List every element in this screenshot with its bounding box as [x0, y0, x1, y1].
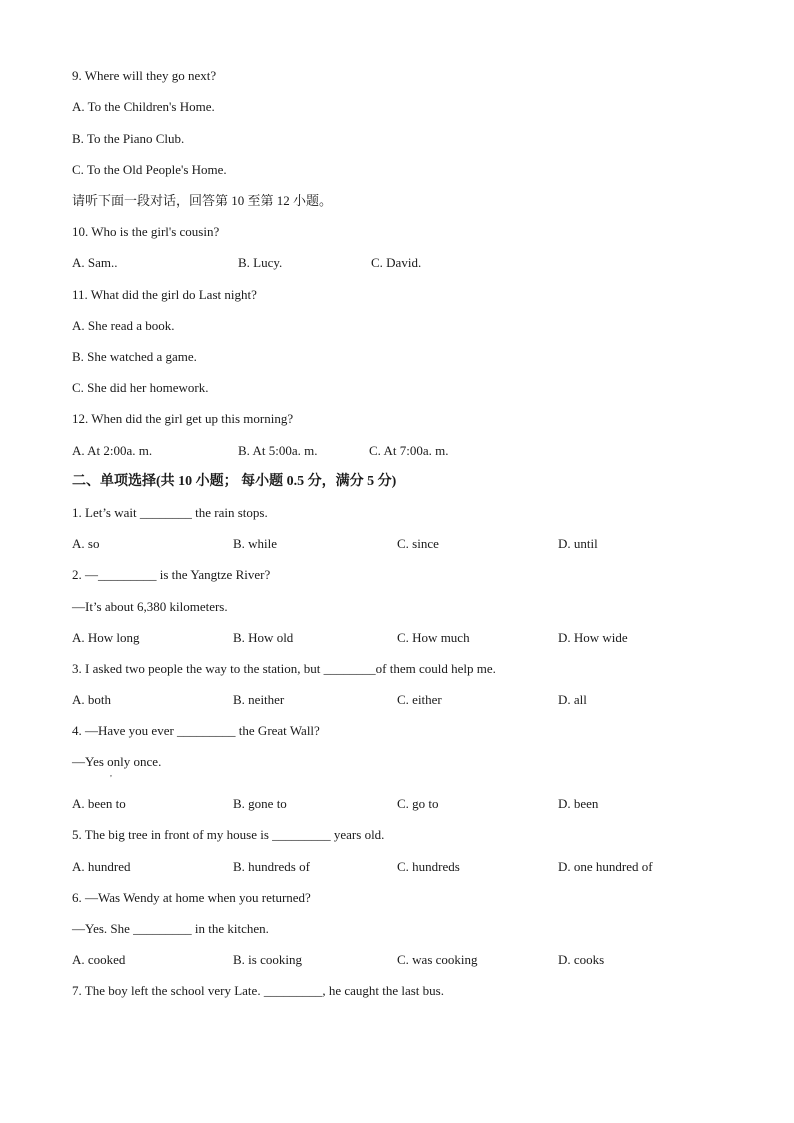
s2-question-2-answer: —It’s about 6,380 kilometers. — [72, 599, 228, 614]
s2-q1-option-a: A. so — [72, 536, 100, 551]
question-12: 12. When did the girl get up this morning? — [72, 411, 294, 426]
s2-q2-option-b: B. How old — [233, 630, 294, 645]
q10-option-b: B. Lucy. — [238, 255, 283, 270]
s2-q6-option-b: B. is cooking — [233, 952, 302, 967]
s2-q4-option-b: B. gone to — [233, 796, 287, 811]
s2-q1-option-d: D. until — [558, 536, 598, 551]
question-10: 10. Who is the girl's cousin? — [72, 224, 220, 239]
s2-q3-option-b: B. neither — [233, 692, 285, 707]
s2-q5-option-b: B. hundreds of — [233, 859, 310, 874]
s2-question-2: 2. —_________ is the Yangtze River? — [72, 567, 271, 582]
s2-q1-option-b: B. while — [233, 536, 278, 551]
s2-q4-option-c: C. go to — [397, 796, 439, 811]
section-heading: 二、单项选择(共 10 小题； 每小题 0.5 分，满分 5 分) — [72, 474, 397, 489]
s2-q6-option-d: D. cooks — [558, 952, 605, 967]
s2-q3-option-d: D. all — [558, 692, 587, 707]
question-9: 9. Where will they go next? — [72, 68, 217, 83]
s2-q2-option-a: A. How long — [72, 630, 140, 645]
q9-option-b: B. To the Piano Club. — [72, 131, 185, 146]
s2-question-5: 5. The big tree in front of my house is _________ years old. — [72, 827, 385, 842]
s2-question-3: 3. I asked two people the way to the station, but ________of them could help me. — [72, 661, 496, 676]
q9-option-c: C. To the Old People's Home. — [72, 162, 227, 177]
s2-question-4-answer: —Yes only once. — [72, 754, 162, 769]
s2-q5-option-d: D. one hundred of — [558, 859, 653, 874]
q11-option-a: A. She read a book. — [72, 318, 175, 333]
q10-option-c: C. David. — [371, 255, 422, 270]
s2-question-6-answer: —Yes. She _________ in the kitchen. — [72, 921, 269, 936]
s2-q4-option-d: D. been — [558, 796, 599, 811]
q10-option-a: A. Sam.. — [72, 255, 118, 270]
s2-question-1: 1. Let’s wait ________ the rain stops. — [72, 505, 268, 520]
s2-q5-option-a: A. hundred — [72, 859, 131, 874]
s2-q3-option-a: A. both — [72, 692, 111, 707]
s2-question-7: 7. The boy left the school very Late. _________, he caught the last bus. — [72, 983, 444, 998]
question-11: 11. What did the girl do Last night? — [72, 287, 257, 302]
s2-q6-option-c: C. was cooking — [397, 952, 478, 967]
q12-option-c: C. At 7:00a. m. — [369, 443, 449, 458]
q11-option-c: C. She did her homework. — [72, 380, 209, 395]
s2-q2-option-c: C. How much — [397, 630, 470, 645]
s2-question-4: 4. —Have you ever _________ the Great Wall? — [72, 723, 320, 738]
s2-q5-option-c: C. hundreds — [397, 859, 460, 874]
q12-option-a: A. At 2:00a. m. — [72, 443, 153, 458]
listening-instruction: 请听下面一段对话，回答第 10 至第 12 小题。 — [72, 193, 333, 208]
stray-comma: , — [110, 769, 112, 778]
s2-q6-option-a: A. cooked — [72, 952, 126, 967]
s2-q3-option-c: C. either — [397, 692, 442, 707]
s2-question-6: 6. —Was Wendy at home when you returned? — [72, 890, 311, 905]
q9-option-a: A. To the Children's Home. — [72, 99, 215, 114]
q11-option-b: B. She watched a game. — [72, 349, 197, 364]
q12-option-b: B. At 5:00a. m. — [238, 443, 318, 458]
s2-q1-option-c: C. since — [397, 536, 439, 551]
s2-q2-option-d: D. How wide — [558, 630, 628, 645]
s2-q4-option-a: A. been to — [72, 796, 126, 811]
